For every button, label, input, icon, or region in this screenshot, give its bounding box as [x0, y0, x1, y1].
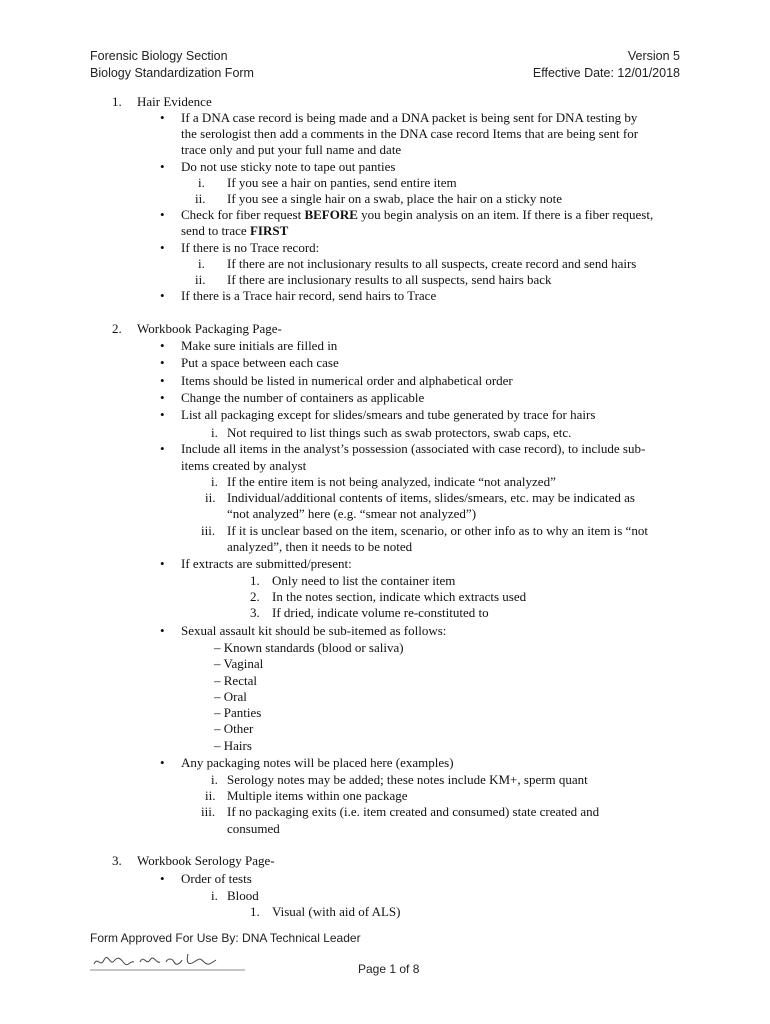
list-item: If there is a Trace hair record, send hairs to Trace: [181, 288, 437, 303]
list-item-cont: the serologist then add a comments in the DNA case record Items that are being sent for: [181, 126, 639, 141]
list-item: Change the number of containers as applicable: [181, 390, 425, 405]
bullet-icon: •: [160, 556, 165, 571]
sub-item: Serology notes may be added; these notes include KM+, sperm quant: [227, 772, 588, 787]
sub-sub-item: Visual (with aid of ALS): [272, 904, 401, 919]
roman-numeral: i.: [211, 425, 218, 440]
roman-numeral: i.: [198, 256, 205, 271]
sub-item: If you see a hair on panties, send entire item: [227, 175, 457, 190]
list-item: Do not use sticky note to tape out panties: [181, 159, 396, 174]
kit-item: – Known standards (blood or saliva): [214, 640, 404, 655]
list-item: If a DNA case record is being made and a DNA packet is being sent for DNA testing by: [181, 110, 638, 125]
sub-item: If the entire item is not being analyzed, indicate “not analyzed”: [227, 474, 556, 489]
sub-sub-number: 2.: [250, 589, 260, 604]
bullet-icon: •: [160, 373, 165, 388]
bullet-icon: •: [160, 407, 165, 422]
header-right: [533, 48, 680, 82]
section-number: 2.: [112, 321, 122, 336]
sub-item: If it is unclear based on the item, scenario, or other info as to why an item is “not: [227, 523, 648, 538]
bullet-icon: •: [160, 623, 165, 638]
version: Version 5: [627, 49, 680, 63]
bullet-icon: •: [160, 338, 165, 353]
kit-item: – Rectal: [214, 673, 257, 688]
header-left: [90, 48, 254, 82]
section-title: Hair Evidence: [137, 94, 212, 109]
section-title: Workbook Packaging Page-: [137, 321, 282, 336]
sub-sub-item: Only need to list the container item: [272, 573, 456, 588]
kit-item: – Oral: [214, 689, 247, 704]
list-item: Check for fiber request BEFORE you begin analysis on an item. If there is a fiber request,: [181, 207, 654, 222]
bullet-icon: •: [160, 240, 165, 255]
list-item: If there is no Trace record:: [181, 240, 320, 255]
bullet-icon: •: [160, 441, 165, 456]
bullet-icon: •: [160, 390, 165, 405]
roman-numeral: i.: [211, 772, 218, 787]
roman-numeral: iii.: [201, 523, 216, 538]
list-item-cont: trace only and put your full name and date: [181, 142, 402, 157]
list-item: Order of tests: [181, 871, 252, 886]
bullet-icon: •: [160, 159, 165, 174]
roman-numeral: ii.: [195, 272, 206, 287]
sub-sub-item: In the notes section, indicate which extracts used: [272, 589, 527, 604]
list-item: List all packaging except for slides/smears and tube generated by trace for hairs: [181, 407, 596, 422]
section-number: 3.: [112, 853, 122, 868]
sub-item: If there are inclusionary results to all suspects, send hairs back: [227, 272, 552, 287]
sub-item-cont: “not analyzed” here (e.g. “smear not analyzed”): [227, 506, 477, 521]
kit-item: – Other: [214, 721, 254, 736]
sub-item-cont: consumed: [227, 821, 280, 836]
roman-numeral: iii.: [201, 804, 216, 819]
list-item: Put a space between each case: [181, 355, 339, 370]
effective-date: Effective Date: 12/01/2018: [532, 66, 680, 80]
sub-item: If no packaging exits (i.e. item created and consumed) state created and: [227, 804, 600, 819]
list-item: Any packaging notes will be placed here (examples): [181, 755, 454, 770]
sub-item: Multiple items within one package: [227, 788, 408, 803]
list-item-cont: items created by analyst: [181, 458, 307, 473]
bullet-icon: •: [160, 110, 165, 125]
page-number: Page 1 of 8: [358, 962, 420, 976]
sub-item: If there are not inclusionary results to all suspects, create record and send hairs: [227, 256, 637, 271]
section-number: 1.: [112, 94, 122, 109]
roman-numeral: ii.: [195, 191, 206, 206]
roman-numeral: i.: [211, 474, 218, 489]
sub-item: If you see a single hair on a swab, place the hair on a sticky note: [227, 191, 562, 206]
sub-item: Not required to list things such as swab protectors, swab caps, etc.: [227, 425, 572, 440]
roman-numeral: i.: [198, 175, 205, 190]
section-name: Forensic Biology Section: [90, 49, 228, 63]
signature-image: [90, 950, 245, 972]
bullet-icon: •: [160, 355, 165, 370]
kit-item: – Hairs: [214, 738, 252, 753]
kit-item: – Panties: [214, 705, 262, 720]
sub-sub-item: If dried, indicate volume re-constituted to: [272, 605, 489, 620]
list-item: Items should be listed in numerical order and alphabetical order: [181, 373, 513, 388]
form-name: Biology Standardization Form: [90, 66, 254, 80]
roman-numeral: ii.: [205, 788, 216, 803]
roman-numeral: ii.: [205, 490, 216, 505]
roman-numeral: i.: [211, 888, 218, 903]
sub-sub-number: 1.: [250, 573, 260, 588]
bullet-icon: •: [160, 207, 165, 222]
section-title: Workbook Serology Page-: [137, 853, 275, 868]
list-item: If extracts are submitted/present:: [181, 556, 352, 571]
list-item: Sexual assault kit should be sub-itemed as follows:: [181, 623, 447, 638]
sub-item-cont: analyzed”, then it needs to be noted: [227, 539, 413, 554]
sub-sub-number: 1.: [250, 904, 260, 919]
sub-item: Individual/additional contents of items, slides/smears, etc. may be indicated as: [227, 490, 635, 505]
kit-item: – Vaginal: [214, 656, 264, 671]
sub-sub-number: 3.: [250, 605, 260, 620]
list-item: Make sure initials are filled in: [181, 338, 338, 353]
list-item-cont: send to trace FIRST: [181, 223, 289, 238]
bullet-icon: •: [160, 755, 165, 770]
bullet-icon: •: [160, 871, 165, 886]
list-item: Include all items in the analyst’s possession (associated with case record), to include sub-: [181, 441, 646, 456]
approval-line: Form Approved For Use By: DNA Technical Leader: [90, 931, 361, 945]
sub-item: Blood: [227, 888, 259, 903]
bullet-icon: •: [160, 288, 165, 303]
